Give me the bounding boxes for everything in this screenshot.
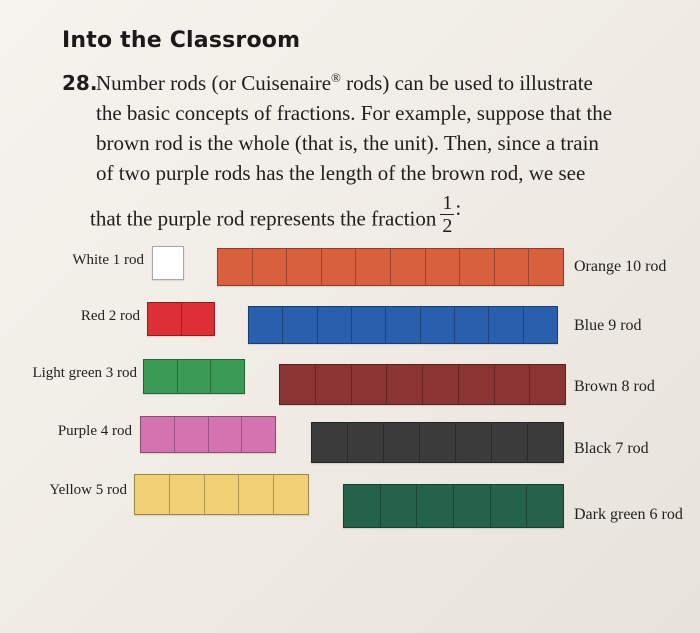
rod-unit-cell bbox=[209, 417, 243, 452]
rod-unit-cell bbox=[527, 485, 563, 527]
registered-mark: ® bbox=[331, 70, 341, 85]
rod-unit-cell bbox=[141, 417, 175, 452]
rod-unit-cell bbox=[344, 485, 381, 527]
problem-text-line-3: brown rod is the whole (that is, the unit). Then, since a train bbox=[96, 131, 599, 155]
rod-brown bbox=[279, 364, 566, 405]
rod-unit-cell bbox=[274, 475, 308, 514]
line1-start: Number rods (or Cuisenaire bbox=[96, 71, 332, 95]
section-heading: Into the Classroom bbox=[62, 28, 301, 53]
rod-unit-cell bbox=[492, 423, 528, 462]
rod-orange bbox=[217, 248, 564, 286]
rod-unit-cell bbox=[144, 360, 178, 393]
rod-unit-cell bbox=[420, 423, 456, 462]
rod-unit-cell bbox=[459, 365, 495, 404]
rod-unit-cell bbox=[356, 249, 391, 285]
rod-unit-cell bbox=[287, 249, 322, 285]
rod-unit-cell bbox=[391, 249, 426, 285]
rod-unit-cell bbox=[530, 365, 565, 404]
rod-unit-cell bbox=[489, 307, 523, 343]
rod-label-red: Red 2 rod bbox=[80, 308, 140, 324]
rod-blue bbox=[248, 306, 558, 344]
rod-unit-cell bbox=[456, 423, 492, 462]
rod-unit-cell bbox=[455, 307, 489, 343]
rod-unit-cell bbox=[242, 417, 275, 452]
rod-unit-cell bbox=[426, 249, 461, 285]
rod-label-blue: Blue 9 rod bbox=[574, 317, 642, 334]
problem-text-line-4: of two purple rods has the length of the brown rod, we see bbox=[96, 161, 586, 185]
rod-unit-cell bbox=[387, 365, 423, 404]
fraction-numerator: 1 bbox=[442, 192, 453, 214]
rod-unit-cell bbox=[239, 475, 274, 514]
rod-label-brown: Brown 8 rod bbox=[574, 378, 655, 395]
rod-label-orange: Orange 10 rod bbox=[574, 258, 667, 275]
rod-red bbox=[147, 302, 215, 336]
rod-yellow bbox=[134, 474, 309, 515]
rod-unit-cell bbox=[280, 365, 316, 404]
problem-text-line-5 bbox=[90, 192, 462, 243]
rod-unit-cell bbox=[135, 475, 170, 514]
fraction-one-half bbox=[440, 192, 454, 237]
rod-unit-cell bbox=[218, 249, 253, 285]
rod-unit-cell bbox=[253, 249, 288, 285]
rod-unit-cell bbox=[153, 247, 183, 279]
rod-unit-cell bbox=[170, 475, 205, 514]
rod-unit-cell bbox=[312, 423, 348, 462]
rod-white bbox=[152, 246, 184, 280]
problem-text-line-1 bbox=[96, 68, 593, 98]
rod-dark-green bbox=[343, 484, 564, 528]
rod-unit-cell bbox=[352, 365, 388, 404]
rod-unit-cell bbox=[460, 249, 495, 285]
rod-unit-cell bbox=[182, 303, 215, 335]
rod-label-yellow: Yellow 5 rod bbox=[49, 482, 127, 498]
rod-unit-cell bbox=[205, 475, 240, 514]
rod-unit-cell bbox=[384, 423, 420, 462]
rod-unit-cell bbox=[352, 307, 386, 343]
fraction-denominator: 2 bbox=[442, 215, 453, 237]
line1-end: rods) can be used to illustrate bbox=[340, 71, 593, 95]
rod-purple bbox=[140, 416, 276, 453]
rod-unit-cell bbox=[316, 365, 352, 404]
rod-unit-cell bbox=[348, 423, 384, 462]
rod-unit-cell bbox=[249, 307, 283, 343]
rod-unit-cell bbox=[495, 365, 531, 404]
rod-unit-cell bbox=[148, 303, 182, 335]
line5-text: that the purple rod represents the fraction bbox=[90, 206, 437, 231]
rod-unit-cell bbox=[211, 360, 244, 393]
rod-label-dark-green: Dark green 6 rod bbox=[574, 506, 683, 523]
rod-light-green bbox=[143, 359, 245, 394]
rod-label-light-green: Light green 3 rod bbox=[32, 365, 137, 381]
rod-unit-cell bbox=[528, 423, 563, 462]
rod-unit-cell bbox=[491, 485, 528, 527]
rod-label-white: White 1 rod bbox=[72, 252, 144, 268]
rod-unit-cell bbox=[454, 485, 491, 527]
rod-unit-cell bbox=[175, 417, 209, 452]
rod-unit-cell bbox=[495, 249, 530, 285]
fraction-colon: : bbox=[455, 196, 462, 221]
rod-label-purple: Purple 4 rod bbox=[57, 423, 132, 439]
rod-unit-cell bbox=[386, 307, 420, 343]
rod-unit-cell bbox=[421, 307, 455, 343]
rod-unit-cell bbox=[529, 249, 563, 285]
rod-unit-cell bbox=[423, 365, 459, 404]
rod-unit-cell bbox=[178, 360, 212, 393]
rod-unit-cell bbox=[318, 307, 352, 343]
rod-unit-cell bbox=[283, 307, 317, 343]
rod-black bbox=[311, 422, 564, 463]
problem-text-line-2: the basic concepts of fractions. For example, suppose that the bbox=[96, 101, 613, 125]
rod-unit-cell bbox=[381, 485, 418, 527]
rod-unit-cell bbox=[322, 249, 357, 285]
rod-unit-cell bbox=[417, 485, 454, 527]
rod-unit-cell bbox=[524, 307, 557, 343]
rod-label-black: Black 7 rod bbox=[574, 440, 649, 457]
problem-number: 28. bbox=[62, 71, 98, 95]
